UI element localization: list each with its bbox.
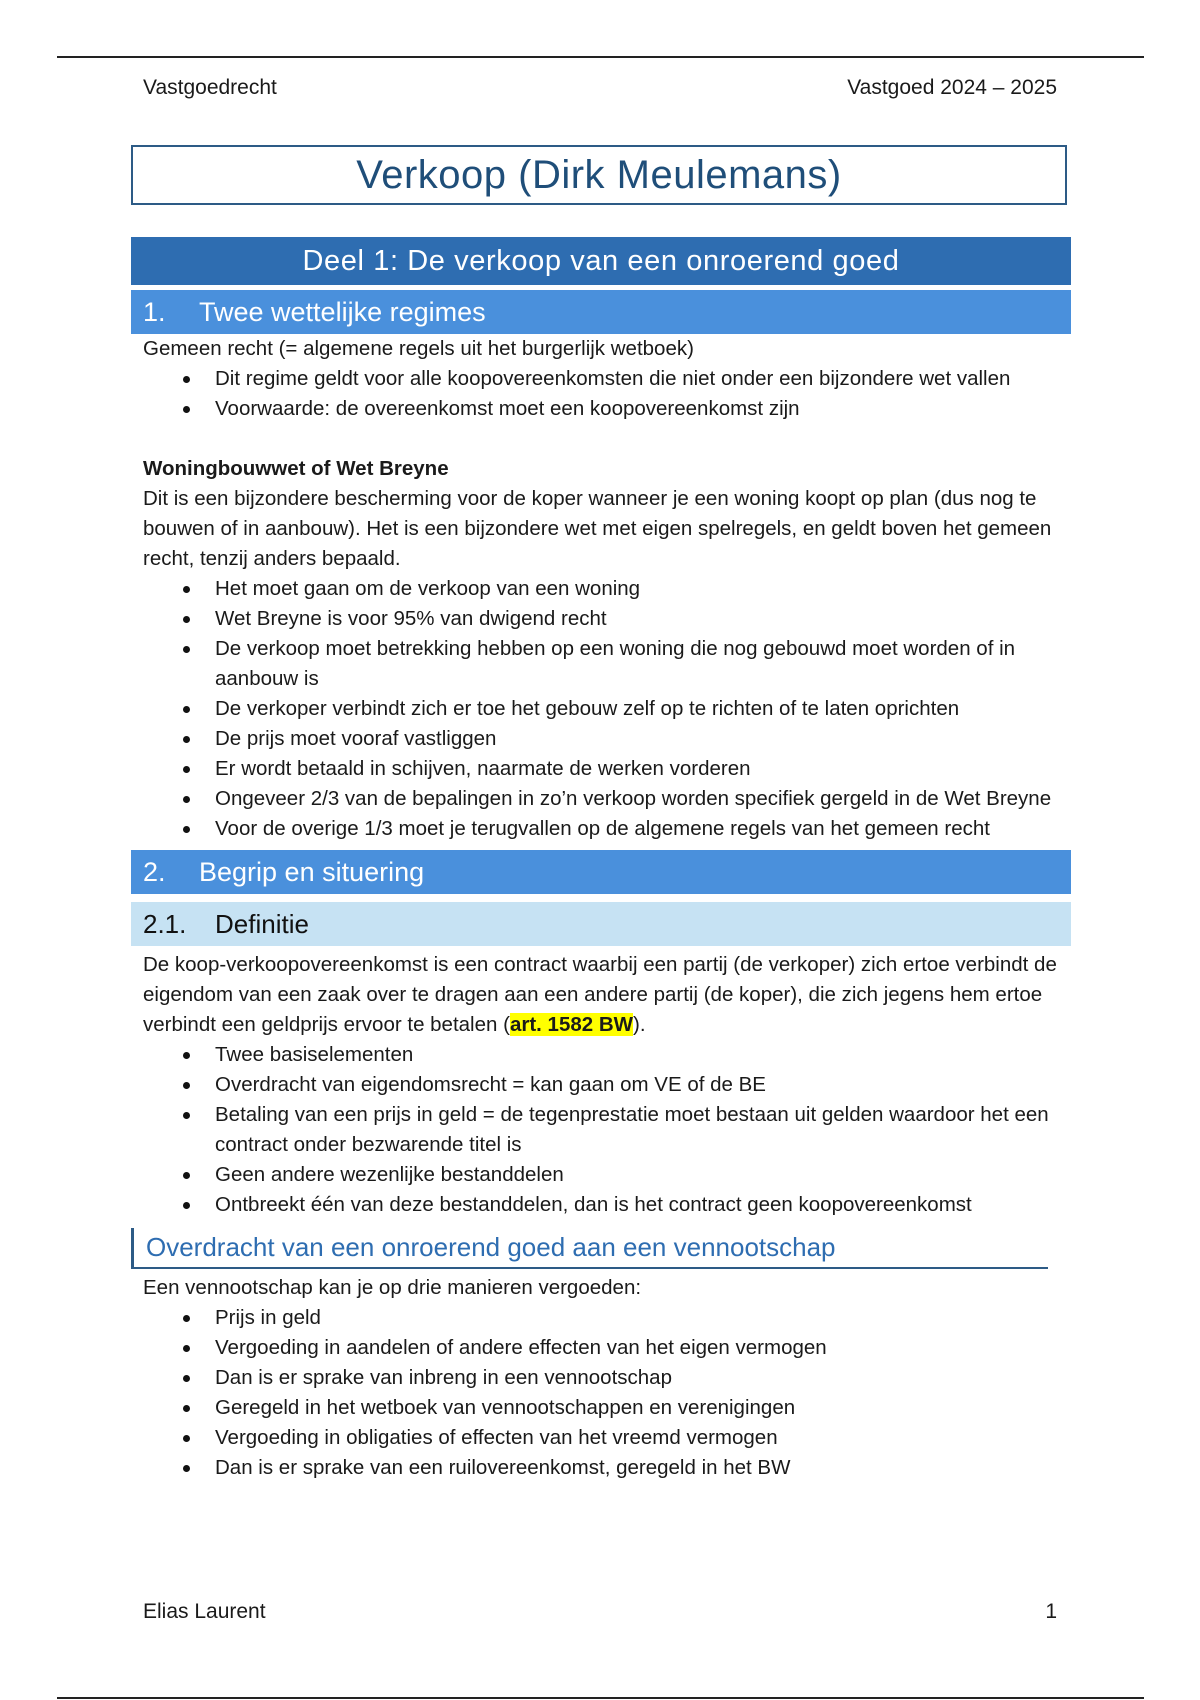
definition-text: De koop-verkoopovereenkomst is een contract waarbij een partij (de verkoper) zich ertoe verbindt de eigendom van een zaak over te dragen aan een andere partij (de koper), die zich jegens hem ertoe verbindt een geldprijs ervoor te betalen ( bbox=[143, 953, 1057, 1036]
list-item: Ongeveer 2/3 van de bepalingen in zo’n verkoop worden specifiek gergeld in de Wet Breyne bbox=[215, 784, 1071, 814]
list-item: Voorwaarde: de overeenkomst moet een koopovereenkomst zijn bbox=[215, 394, 1071, 424]
section-number: 1. bbox=[143, 296, 166, 327]
section-heading-1 bbox=[131, 290, 1071, 334]
subsubsection-heading: Overdracht van een onroerend goed aan een vennootschap bbox=[131, 1228, 1048, 1269]
page-number: 1 bbox=[1045, 1600, 1057, 1623]
list-item: Vergoeding in aandelen of andere effecten van het eigen vermogen bbox=[215, 1333, 1071, 1363]
subheading-wet-breyne: Woningbouwwet of Wet Breyne bbox=[143, 457, 449, 480]
list-item: Dan is er sprake van inbreng in een vennootschap bbox=[215, 1363, 1071, 1393]
section-heading-2 bbox=[131, 850, 1071, 894]
footer-author: Elias Laurent bbox=[143, 1600, 266, 1623]
list-item: Het moet gaan om de verkoop van een woning bbox=[215, 574, 1071, 604]
list-item: Geen andere wezenlijke bestanddelen bbox=[215, 1160, 1071, 1190]
section-title: Twee wettelijke regimes bbox=[199, 296, 486, 327]
section-number: 2. bbox=[143, 856, 166, 887]
list-item: Twee basiselementen bbox=[215, 1040, 1071, 1070]
paragraph: Dit is een bijzondere bescherming voor de koper wanneer je een woning koopt op plan (dus nog te bouwen of in aanbouw). Het is een bijzondere wet met eigen spelregels, en geldt boven het gemeen recht, tenzij anders bepaald. bbox=[143, 487, 1052, 570]
list-item: De prijs moet vooraf vastliggen bbox=[215, 724, 1071, 754]
bullet-list bbox=[131, 574, 1071, 844]
paragraph: Gemeen recht (= algemene regels uit het burgerlijk wetboek) bbox=[143, 337, 694, 360]
bullet-list bbox=[131, 1040, 1071, 1220]
list-item: Voor de overige 1/3 moet je terugvallen op de algemene regels van het gemeen recht bbox=[215, 814, 1071, 844]
list-item: Dit regime geldt voor alle koopovereenkomsten die niet onder een bijzondere wet vallen bbox=[215, 364, 1071, 394]
list-item: Ontbreekt één van deze bestanddelen, dan is het contract geen koopovereenkomst bbox=[215, 1190, 1071, 1220]
subsection-number: 2.1. bbox=[143, 908, 187, 939]
header-course: Vastgoedrecht bbox=[143, 76, 277, 99]
document-title: Verkoop (Dirk Meulemans) bbox=[131, 145, 1067, 205]
list-item: Dan is er sprake van een ruilovereenkomst, geregeld in het BW bbox=[215, 1453, 1071, 1483]
list-item: De verkoop moet betrekking hebben op een woning die nog gebouwd moet worden of in aanbouw is bbox=[215, 634, 1071, 694]
definition-end: ). bbox=[633, 1013, 646, 1036]
list-item: Wet Breyne is voor 95% van dwigend recht bbox=[215, 604, 1071, 634]
document-body bbox=[131, 237, 1071, 1483]
part-heading: Deel 1: De verkoop van een onroerend goed bbox=[131, 237, 1071, 285]
section-title: Begrip en situering bbox=[199, 856, 425, 887]
article-reference: art. 1582 BW bbox=[509, 1013, 634, 1036]
list-item: Overdracht van eigendomsrecht = kan gaan om VE of de BE bbox=[215, 1070, 1071, 1100]
bottom-rule bbox=[57, 1697, 1144, 1699]
subsection-title: Definitie bbox=[215, 908, 309, 939]
list-item: Geregeld in het wetboek van vennootschappen en verenigingen bbox=[215, 1393, 1071, 1423]
list-item: Vergoeding in obligaties of effecten van het vreemd vermogen bbox=[215, 1423, 1071, 1453]
top-rule bbox=[57, 56, 1144, 58]
list-item: Er wordt betaald in schijven, naarmate de werken vorderen bbox=[215, 754, 1071, 784]
bullet-list bbox=[131, 364, 1071, 424]
header-year: Vastgoed 2024 – 2025 bbox=[847, 76, 1057, 99]
list-item: Betaling van een prijs in geld = de tegenprestatie moet bestaan uit gelden waardoor het een contract onder bezwarende titel is bbox=[215, 1100, 1071, 1160]
subsection-heading bbox=[131, 902, 1071, 946]
paragraph: Een vennootschap kan je op drie manieren vergoeden: bbox=[143, 1276, 642, 1299]
bullet-list bbox=[131, 1303, 1071, 1483]
definition-paragraph bbox=[131, 950, 1071, 1040]
list-item: Prijs in geld bbox=[215, 1303, 1071, 1333]
list-item: De verkoper verbindt zich er toe het gebouw zelf op te richten of te laten oprichten bbox=[215, 694, 1071, 724]
